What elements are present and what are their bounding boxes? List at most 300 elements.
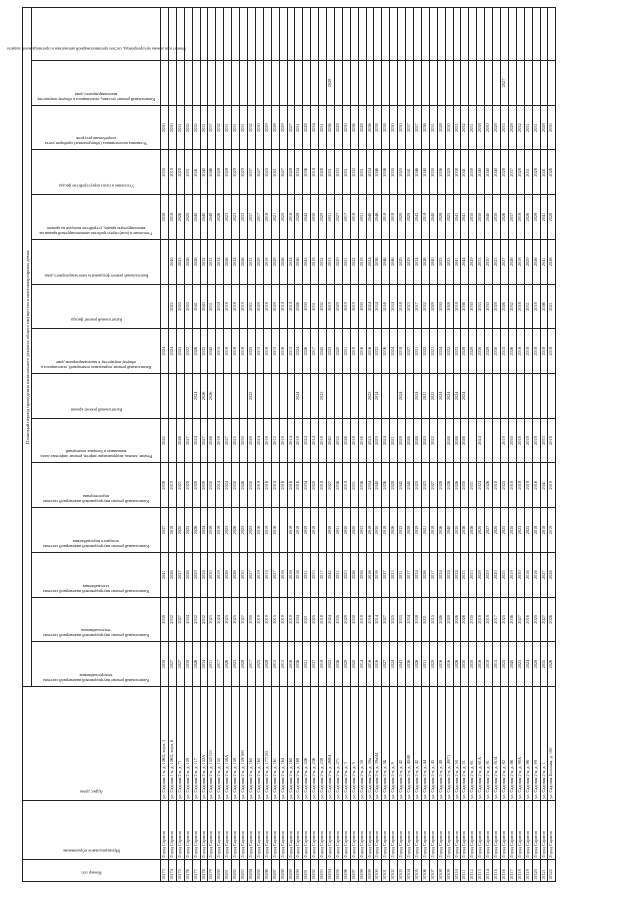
year-cell: 2041 [406,150,414,195]
row-address: ул. Садовая 2-я, д. 42 [398,686,406,800]
row-address: ул. Садовая 2-я, д. 5 [350,686,358,800]
year-cell: 2040 [421,150,429,195]
year-cell: 2034 [295,150,303,195]
table-row [382,8,390,882]
year-cell: 2026 [200,374,208,419]
year-cell: 2030 [477,195,485,240]
year-cell: 2033 [453,329,461,374]
year-cell: 2026 [414,418,422,463]
year-cell: 2031 [358,150,366,195]
year-cell [161,8,169,61]
year-cell: 2016 [437,642,445,687]
year-cell: 2033 [469,552,477,597]
year-cell [342,374,350,419]
row-municipality: Город Саратов [342,800,350,859]
year-cell: 2042 [327,418,335,463]
year-cell: 2015 [429,597,437,642]
year-cell: 2030 [255,105,263,150]
year-cell [279,61,287,106]
year-cell: 2016 [295,552,303,597]
table-row [406,8,414,882]
year-cell: 2036 [350,105,358,150]
year-cell: 2031 [414,329,422,374]
year-cell: 2030 [461,642,469,687]
row-number: 10282 [232,859,240,881]
row-number: 10281 [224,859,232,881]
year-cell: 2026 [279,239,287,284]
year-cell: 2018 [398,284,406,329]
year-cell: 2018 [263,329,271,374]
year-cell: 2036 [303,150,311,195]
year-cell: 2037 [508,195,516,240]
year-cell: 2021 [548,284,556,329]
year-cell: 2034 [374,374,382,419]
year-cell: 2018 [421,195,429,240]
year-cell: 2018 [453,284,461,329]
year-cell: 2029 [334,105,342,150]
year-cell: 2030 [232,463,240,508]
row-address: ул. Садовая 1-я, д. 106/2, корп. 3 [161,686,169,800]
year-cell: 2030 [342,508,350,553]
year-cell: 2030 [247,463,255,508]
year-cell: 2020 [493,508,501,553]
year-cell [493,61,501,106]
table-row [493,8,501,882]
year-cell: 2030 [437,284,445,329]
year-cell: 2015 [216,329,224,374]
year-cell [295,8,303,61]
year-cell: 2025 [255,642,263,687]
year-cell [247,61,255,106]
row-municipality: Город Саратов [500,800,508,859]
year-cell: 2023 [516,508,524,553]
year-cell: 2016 [532,552,540,597]
year-cell: 2026 [240,463,248,508]
year-cell [477,61,485,106]
header-col-3: Капитальный ремонт внутридомовой инженерной системы газоснабжения [32,552,161,597]
year-cell: 2032 [319,284,327,329]
year-cell: 2030 [493,329,501,374]
year-cell: 2018 [319,463,327,508]
year-cell [366,61,374,106]
year-cell [500,8,508,61]
year-cell: 2029 [493,284,501,329]
year-cell: 2036 [374,239,382,284]
year-cell [350,374,358,419]
year-cell: 2033 [247,239,255,284]
year-cell: 2028 [295,195,303,240]
year-cell: 2018 [311,150,319,195]
year-cell: 2040 [493,150,501,195]
table-row [437,8,445,882]
year-cell [342,8,350,61]
year-cell: 2019 [342,284,350,329]
row-municipality: Город Саратов [390,800,398,859]
table-row [350,8,358,882]
year-cell: 2020 [334,329,342,374]
year-cell: 2026 [176,195,184,240]
row-number: 10304 [406,859,414,881]
year-cell [477,8,485,61]
year-cell: 2026 [406,418,414,463]
row-municipality: Город Саратов [287,800,295,859]
row-number: 10280 [216,859,224,881]
year-cell [263,8,271,61]
table-row [247,8,255,882]
row-address: ул. Садовая 2-я, д. 44 [421,686,429,800]
header-group-title: Плановый период проведения капитального ремонта общего имущества в многоквартирных домах [23,8,32,687]
year-cell: 2030 [485,284,493,329]
row-number: 10320 [532,859,540,881]
year-cell: 2020 [350,642,358,687]
year-cell [255,61,263,106]
year-cell: 2036 [437,150,445,195]
year-cell [421,8,429,61]
year-cell: 2026 [350,552,358,597]
year-cell: 2033 [311,552,319,597]
year-cell: 2029 [469,329,477,374]
row-address: ул. Садовая 2-я, д. 3 [342,686,350,800]
year-cell: 2026 [168,552,176,597]
year-cell: 2040 [366,195,374,240]
table-row [532,8,540,882]
year-cell: 2030 [240,418,248,463]
year-cell: 2026 [453,642,461,687]
year-cell: 2026 [461,418,469,463]
year-cell: 2036 [406,642,414,687]
year-cell [200,8,208,61]
year-cell: 2019 [168,150,176,195]
year-cell: 2032 [192,597,200,642]
header-address: Адрес дома [23,686,161,800]
year-cell: 2024 [232,239,240,284]
year-cell: 2027 [176,642,184,687]
year-cell: 2025 [493,239,501,284]
year-cell: 2036 [461,284,469,329]
table-row [398,8,406,882]
year-cell [493,8,501,61]
year-cell: 2019 [287,597,295,642]
year-cell: 2036 [437,508,445,553]
table-row [287,8,295,882]
year-cell: 2034 [390,284,398,329]
year-cell: 2028 [319,150,327,195]
year-cell: 2030 [485,239,493,284]
year-cell: 2027 [540,552,548,597]
year-cell: 2026 [390,508,398,553]
year-cell [406,374,414,419]
table-row [485,8,493,882]
year-cell: 2028 [192,463,200,508]
header-no: Номер п/п [23,859,161,881]
year-cell: 2022 [247,284,255,329]
row-municipality: Город Саратов [358,800,366,859]
row-municipality: Город Саратов [224,800,232,859]
year-cell: 2025 [224,508,232,553]
year-cell: 2025 [247,508,255,553]
year-cell: 2027 [247,552,255,597]
year-cell: 2033 [390,552,398,597]
year-cell: 2029 [398,239,406,284]
year-cell: 2029 [485,552,493,597]
year-cell: 2016 [358,329,366,374]
year-cell: 2028 [327,61,335,106]
year-cell: 2019 [263,508,271,553]
year-cell: 2027 [414,105,422,150]
year-cell: 2023 [327,329,335,374]
year-cell [382,8,390,61]
year-cell: 2026 [232,508,240,553]
year-cell: 2026 [295,284,303,329]
year-cell: 2035 [334,418,342,463]
year-cell: 2036 [327,105,335,150]
year-cell: 2030 [390,150,398,195]
row-number: 10302 [390,859,398,881]
row-number: 10315 [493,859,501,881]
year-cell [414,61,422,106]
year-cell: 2036 [334,463,342,508]
year-cell: 2018 [493,463,501,508]
year-cell [461,61,469,106]
row-address: ул. Садовая 2-я, д. 61 [469,686,477,800]
year-cell: 2017 [342,195,350,240]
year-cell: 2040 [374,463,382,508]
year-cell: 2018 [350,195,358,240]
year-cell: 2025 [445,195,453,240]
year-cell: 2018 [216,552,224,597]
year-cell: 2016 [366,329,374,374]
table-row [200,8,208,882]
year-cell: 2026 [453,418,461,463]
row-address: ул. Садовая 2-я, д. 99 [532,686,540,800]
year-cell: 2029 [429,642,437,687]
year-cell: 2034 [295,597,303,642]
year-cell: 2030 [461,463,469,508]
year-cell [319,508,327,553]
year-cell [192,61,200,106]
year-cell: 2027 [184,418,192,463]
year-cell: 2018 [516,329,524,374]
year-cell: 2042 [327,552,335,597]
year-cell: 2031 [334,508,342,553]
year-cell [508,374,516,419]
year-cell: 2022 [421,284,429,329]
row-number: 10289 [287,859,295,881]
year-cell: 2028 [500,150,508,195]
row-address: ул. Садовая 2-я, д. 81 [485,686,493,800]
row-address: ул. Садовая 2-я, д. 117 [192,686,200,800]
year-cell: 2018 [524,463,532,508]
year-cell: 2015 [263,552,271,597]
table-row [453,8,461,882]
year-cell: 2025 [247,329,255,374]
year-cell: 2026 [548,597,556,642]
year-cell: 2031 [524,284,532,329]
year-cell: 2026 [192,239,200,284]
year-cell: 2017 [406,552,414,597]
table-row [524,8,532,882]
year-cell: 2016 [279,329,287,374]
year-cell: 2043 [303,239,311,284]
header-col-5: Капитальный ремонт внутридомовой инженерной системы водоотведения [32,463,161,508]
year-cell: 2033 [540,418,548,463]
year-cell: 2016 [366,597,374,642]
year-cell: 2032 [200,597,208,642]
year-cell: 2028 [406,508,414,553]
row-municipality: Город Саратов [319,800,327,859]
row-municipality: Город Саратов [516,800,524,859]
year-cell: 2018 [224,329,232,374]
year-cell: 2029 [524,239,532,284]
row-address: ул. Садовая 2-я, д. 49 [437,686,445,800]
row-municipality: Город Саратов [232,800,240,859]
year-cell [485,61,493,106]
year-cell: 2018 [390,195,398,240]
year-cell: 2025 [500,642,508,687]
year-cell [540,61,548,106]
year-cell: 2027 [200,418,208,463]
year-cell [240,374,248,419]
year-cell: 2032 [461,105,469,150]
year-cell: 2017 [429,552,437,597]
year-cell [271,8,279,61]
year-cell: 2038 [161,195,169,240]
year-cell: 2040 [192,195,200,240]
year-cell: 2031 [327,195,335,240]
row-municipality: Город Саратов [271,800,279,859]
year-cell [516,374,524,419]
row-address: ул. Садовая 2-я, д. 161 [271,686,279,800]
year-cell: 2025 [500,552,508,597]
row-number: 10284 [247,859,255,881]
year-cell [232,374,240,419]
year-cell [216,374,224,419]
year-cell: 2025 [524,508,532,553]
year-cell: 2029 [240,150,248,195]
row-municipality: Город Саратов [161,800,169,859]
table-row [461,8,469,882]
year-cell: 2031 [524,150,532,195]
header-col-13: Установка коллективных (общедомовых) приборов учета потребления ресурсов [32,105,161,150]
year-cell: 2019 [263,597,271,642]
rotated-page [6,7,612,882]
row-number: 10303 [398,859,406,881]
repair-schedule-table [6,7,556,882]
year-cell [176,374,184,419]
year-cell [184,61,192,106]
row-address: ул. Садовая 2-я, д. 50 [453,686,461,800]
year-cell: 2018 [366,508,374,553]
year-cell: 2028 [532,642,540,687]
year-cell: 2029 [342,597,350,642]
year-cell: 2019 [358,597,366,642]
row-address: ул. Садовая 2-я, д. 159 [232,686,240,800]
year-cell: 2026 [548,239,556,284]
year-cell: 2018 [263,284,271,329]
year-cell: 2034 [216,284,224,329]
row-municipality: Город Саратов [311,800,319,859]
year-cell: 2019 [350,329,358,374]
year-cell [240,8,248,61]
year-cell [168,61,176,106]
row-number: 10275 [176,859,184,881]
row-number: 10290 [295,859,303,881]
year-cell: 2031 [232,105,240,150]
year-cell [232,61,240,106]
year-cell: 2036 [358,552,366,597]
table-row [342,8,350,882]
year-cell: 2018 [548,329,556,374]
year-cell: 2025 [232,597,240,642]
row-municipality: Город Саратов [184,800,192,859]
year-cell: 2028 [263,642,271,687]
year-cell: 2018 [311,508,319,553]
year-cell [176,8,184,61]
year-cell [263,374,271,419]
year-cell: 2024 [192,374,200,419]
table-row [176,8,184,882]
year-cell: 2026 [461,597,469,642]
row-municipality: Город Саратов [469,800,477,859]
year-cell: 2041 [453,239,461,284]
year-cell: 2031 [208,284,216,329]
year-cell [532,8,540,61]
year-cell: 2026 [232,552,240,597]
year-cell [184,8,192,61]
year-cell [461,8,469,61]
year-cell: 2038 [453,150,461,195]
year-cell [311,374,319,419]
year-cell: 2030 [429,150,437,195]
row-address: ул. Садовая 2-я, д. 61А [477,686,485,800]
row-address: ул. Садовая 2-я, д. 81/4 [493,686,501,800]
year-cell [358,8,366,61]
row-number: 10305 [414,859,422,881]
year-cell [161,284,169,329]
table-row [192,8,200,882]
row-municipality: Город Саратов [477,800,485,859]
year-cell: 2029 [334,284,342,329]
table-row [327,8,335,882]
year-cell: 2029 [255,239,263,284]
year-cell: 2043 [200,284,208,329]
year-cell [358,374,366,419]
year-cell: 2037 [247,150,255,195]
year-cell: 2036 [461,508,469,553]
table-row [469,8,477,882]
year-cell: 2029 [255,284,263,329]
year-cell: 2022 [429,418,437,463]
year-cell: 2032 [398,508,406,553]
year-cell: 2024 [414,374,422,419]
row-address: ул. Садовая 2-я, д. 155 [216,686,224,800]
table-row [263,8,271,882]
row-address: ул. Садовая 2-я, д. 177/181 [263,686,271,800]
year-cell: 2016 [271,508,279,553]
row-municipality: Город Саратов [295,800,303,859]
row-municipality: Город Саратов [374,800,382,859]
row-address: ул. Садовая 2-я, д. 71 [176,686,184,800]
year-cell: 2018 [232,284,240,329]
year-cell [263,61,271,106]
year-cell: 2034 [374,284,382,329]
year-cell [374,61,382,106]
year-cell: 2039 [161,597,169,642]
table-row [358,8,366,882]
row-number: 10291 [303,859,311,881]
year-cell: 2040 [200,195,208,240]
year-cell: 2030 [508,418,516,463]
